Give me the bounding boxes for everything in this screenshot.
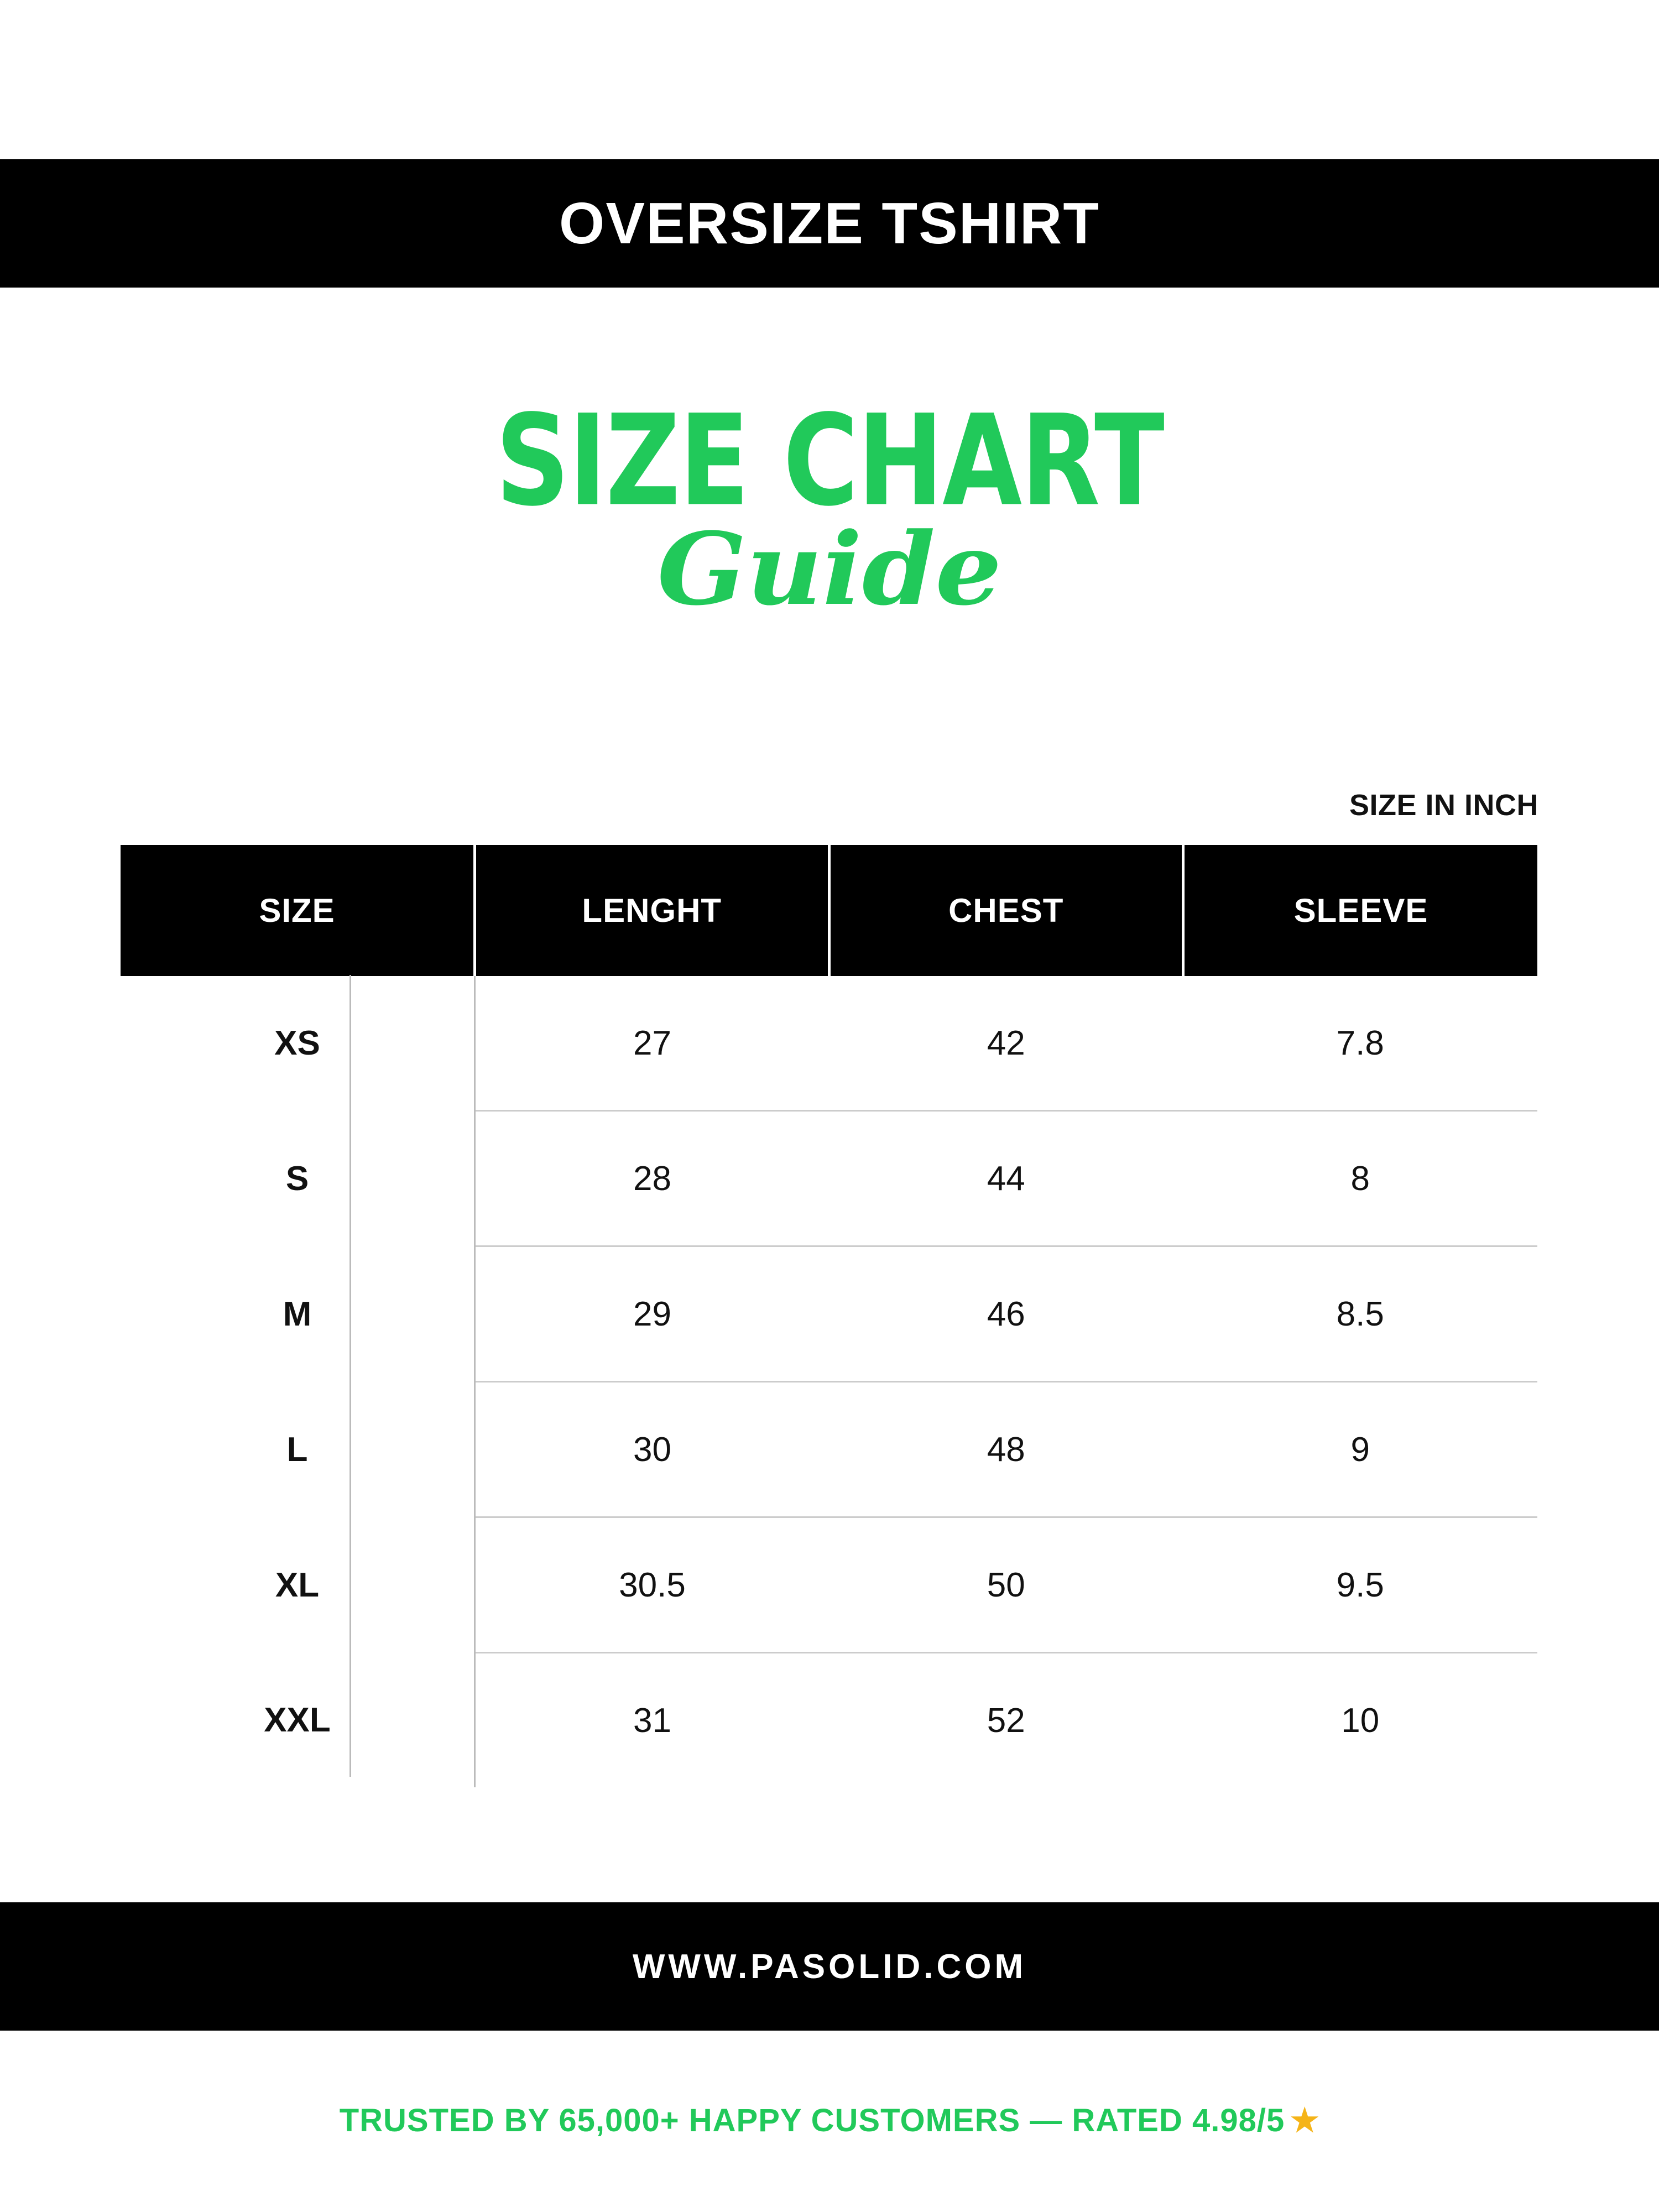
star-icon: ★: [1290, 2103, 1320, 2138]
table-body: [121, 976, 1537, 1787]
cell-chest: 50: [829, 1517, 1183, 1653]
cell-length: 29: [475, 1246, 830, 1382]
cell-chest: 46: [829, 1246, 1183, 1382]
logo-primary-text: SIZE CHART: [495, 387, 1164, 534]
top-banner: [0, 159, 1659, 288]
cell-size: XL: [121, 1517, 475, 1653]
column-header-sleeve: SLEEVE: [1183, 845, 1538, 976]
column-header-size: SIZE: [121, 845, 475, 976]
cell-length: 28: [475, 1111, 830, 1246]
cell-size: S: [121, 1111, 475, 1246]
size-unit-label: SIZE IN INCH: [1349, 789, 1538, 822]
cell-sleeve: 7.8: [1183, 976, 1538, 1111]
cell-size: M: [121, 1246, 475, 1382]
table-row: [121, 976, 1537, 1111]
table-row: [121, 1246, 1537, 1382]
cell-chest: 48: [829, 1382, 1183, 1517]
logo-block: [0, 382, 1659, 702]
table-header: [121, 845, 1537, 976]
cell-length: 31: [633, 1701, 671, 1740]
size-chart-table-wrap: [121, 845, 1537, 1787]
trust-text: TRUSTED BY 65,000+ HAPPY CUSTOMERS — RATED 4.98/5: [339, 2103, 1285, 2138]
size-chart-table: [121, 845, 1537, 1787]
cell-sleeve: 9: [1183, 1382, 1538, 1517]
website-url: WWW.PASOLID.COM: [632, 1947, 1027, 1986]
table-column-divider: [349, 975, 351, 1777]
table-header-row: [121, 845, 1537, 976]
table-row: [121, 1382, 1537, 1517]
cell-size: XXL: [121, 1653, 475, 1788]
cell-chest: 44: [829, 1111, 1183, 1246]
logo-script-text: Guide: [657, 511, 1002, 628]
table-row: [121, 1111, 1537, 1246]
cell-length: 30: [475, 1382, 830, 1517]
cell-size: L: [121, 1382, 475, 1517]
cell-chest: 52: [987, 1701, 1025, 1740]
cell-length: 30.5: [475, 1517, 830, 1653]
page-title: OVERSIZE TSHIRT: [559, 191, 1100, 256]
cell-size: XS: [121, 976, 475, 1111]
table-row: [121, 1653, 1537, 1788]
cell-sleeve: 10: [1341, 1701, 1380, 1740]
trust-badge-line: [0, 2101, 1659, 2139]
column-header-chest: CHEST: [829, 845, 1183, 976]
cell-chest: 42: [829, 976, 1183, 1111]
cell-sleeve: 9.5: [1183, 1517, 1538, 1653]
cell-sleeve: 8: [1183, 1111, 1538, 1246]
bottom-banner: [0, 1902, 1659, 2031]
table-row: [121, 1517, 1537, 1653]
cell-sleeve: 8.5: [1183, 1246, 1538, 1382]
cell-length: 27: [475, 976, 830, 1111]
column-header-length: LENGHT: [475, 845, 830, 976]
